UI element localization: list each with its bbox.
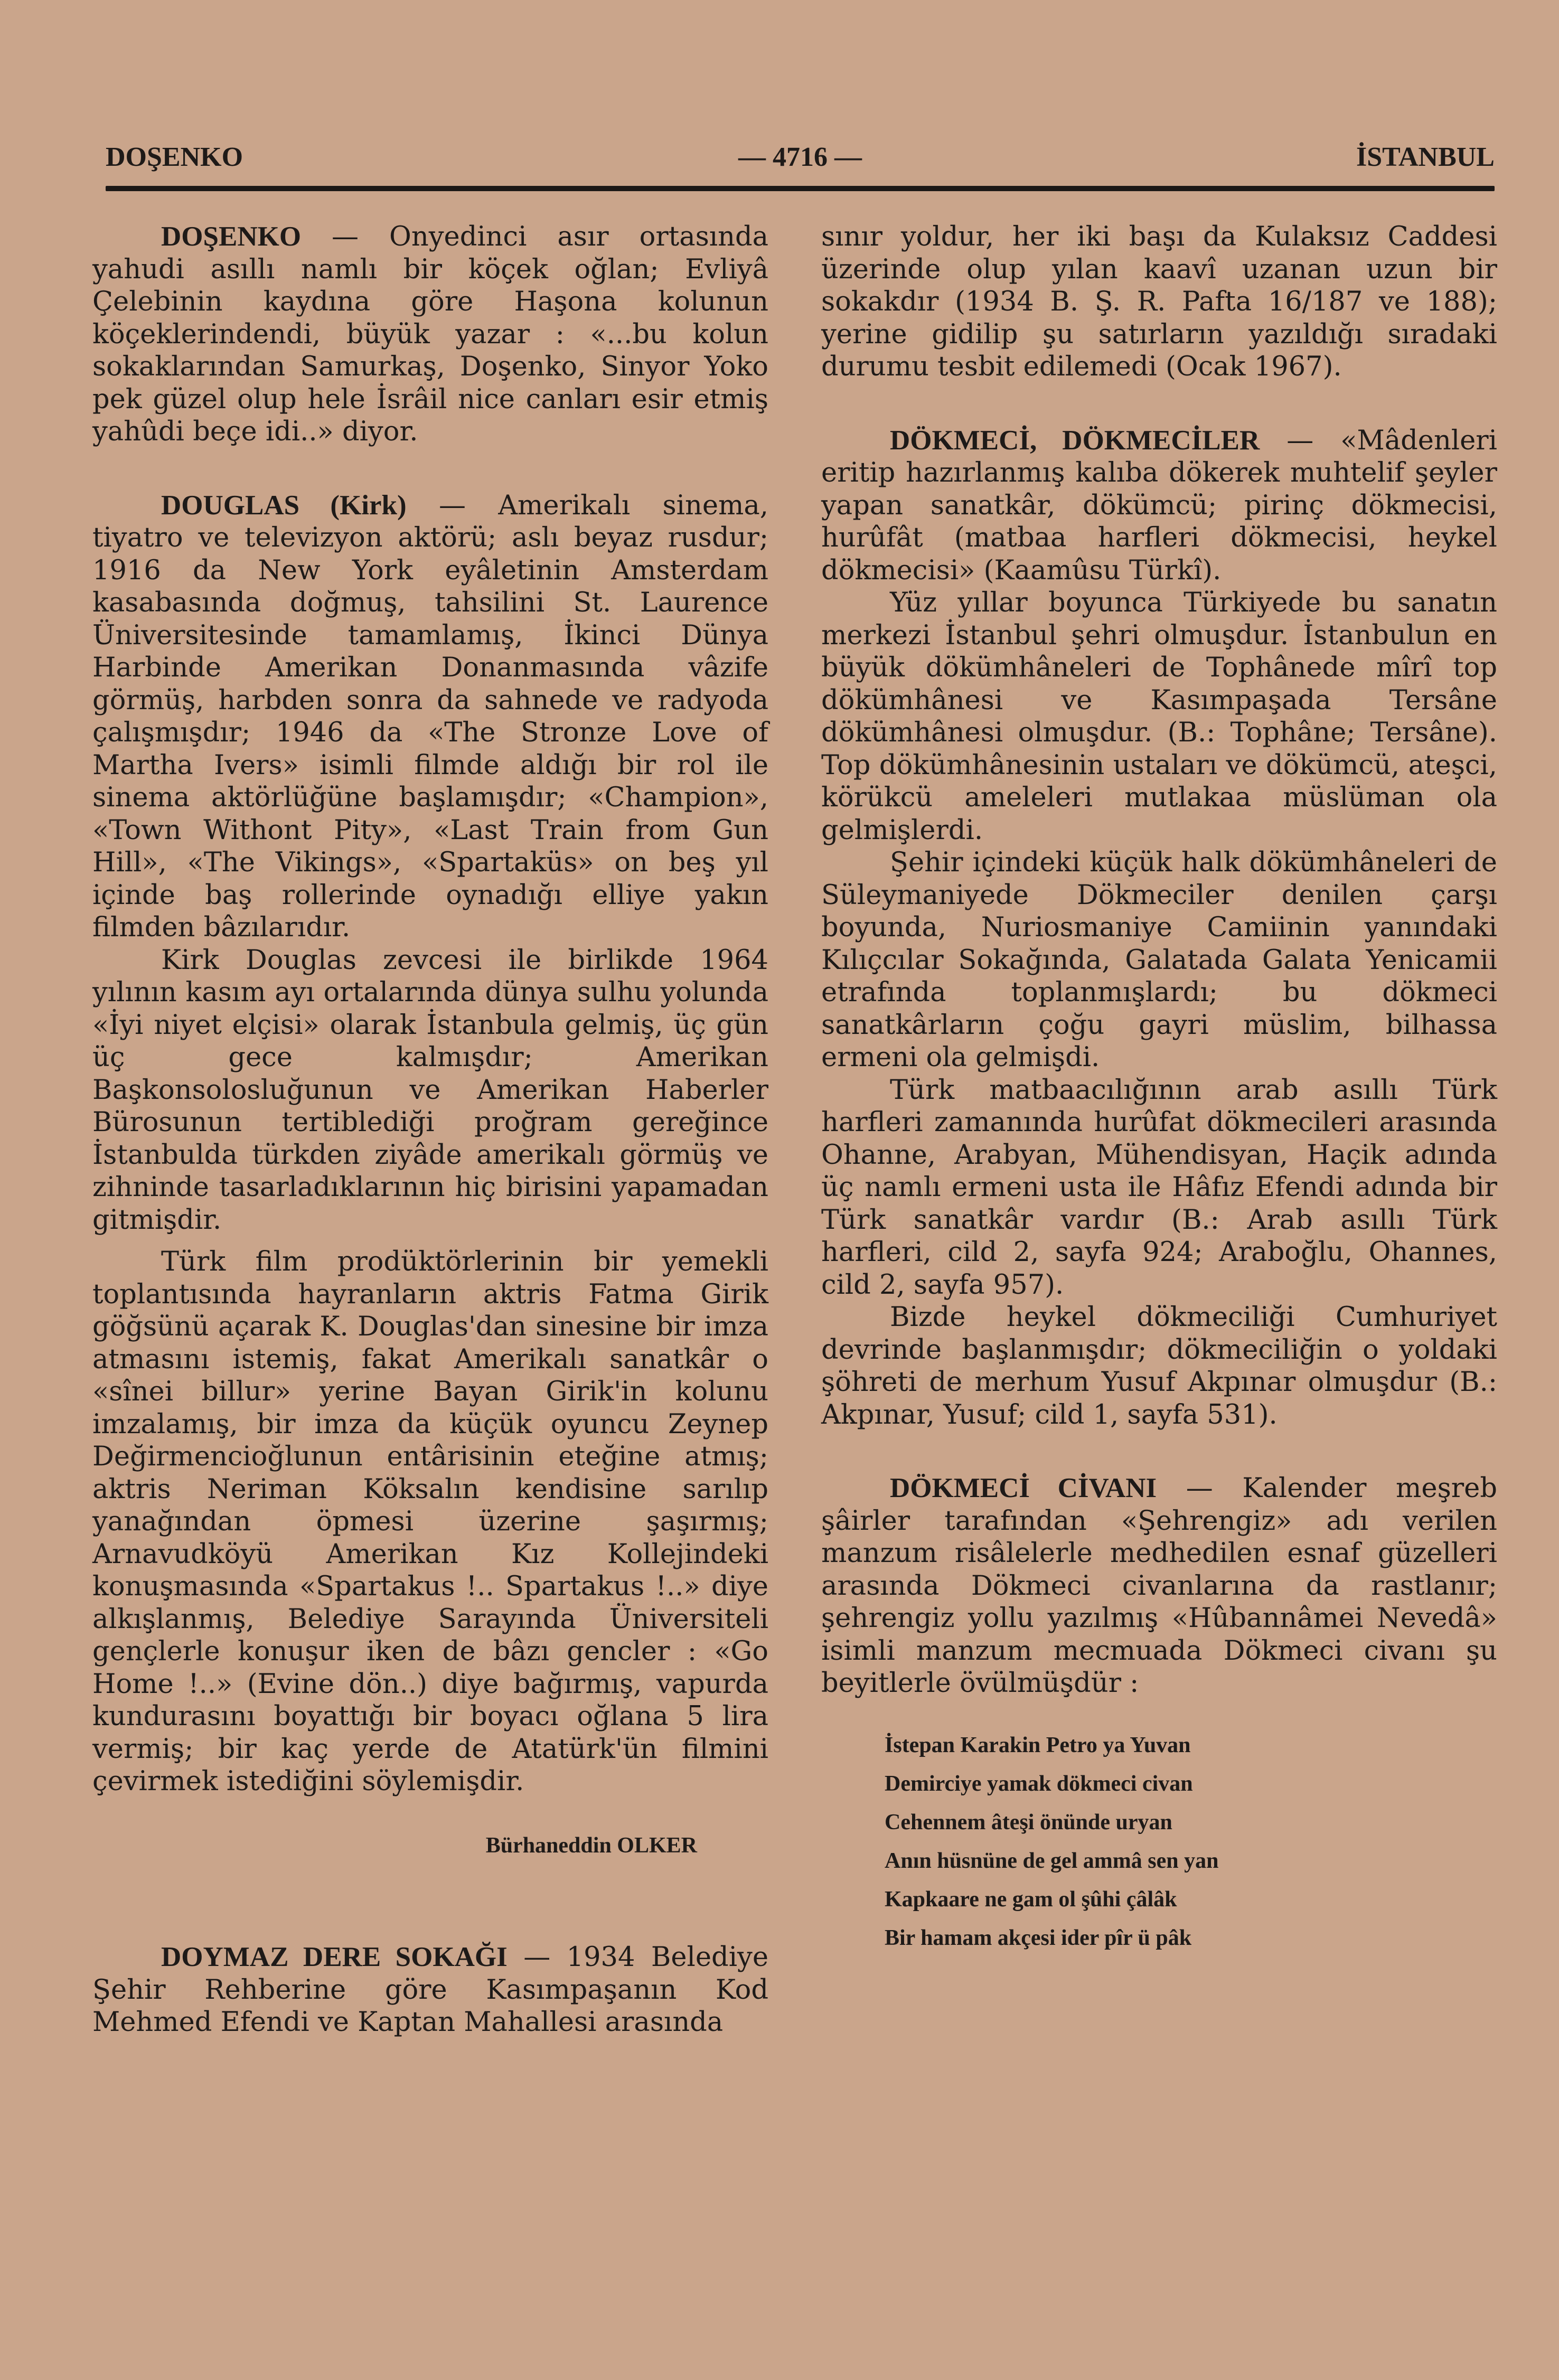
running-head-right-title: İSTANBUL [1356, 142, 1495, 172]
header-rule [106, 186, 1495, 191]
running-head [106, 142, 1495, 178]
paragraph: Türk matbaacılığının arab asıllı Türk harfleri zamanında hurûfat dökmecileri arasında Ohanne, Arabyan, Mühendisyan, Haçik adında üç namlı ermeni usta ile Hâfız Efendi adında bir Türk sanatkâr vardır (B.: Arab asıllı Türk harfleri, cild 2, sayfa 924; Araboğlu, Ohannes, cild 2, sayfa 957). [821, 1074, 1497, 1301]
entry-text: — 1934 Belediye Şehir Rehberine göre Kasımpaşanın Kod Mehmed Efendi ve Kaptan Mahallesi arasında [92, 1942, 769, 2038]
entry-doymaz-dere-sokagi [92, 1941, 768, 2039]
entry-text: — Kalender meşreb şâirler tarafından «Şehrengiz» adı verilen manzum risâlelerle medhedilen esnaf güzelleri arasında Dökmeci civanlarına da rastlanır; şehrengiz yollu yazılmış «Hûbannâmei Nevedâ» isimli manzum mecmuada Dökmeci civanı şu beyitlerle övülmüşdür : [821, 1473, 1497, 1699]
entry-text: — Onyedinci asır ortasında yahudi asıllı namlı bir köçek oğlan; Evliyâ Çelebinin kaydına göre Haşona kolunun köçeklerindendi, büyük yazar : «...bu kolun sokaklarından Samurkaş, Doşenko, Sinyor Yoko pek güzel olup hele İsrâil nice canları esir etmiş yahûdi beçe idi..» diyor. [92, 221, 768, 447]
entry-dosenko [92, 221, 768, 448]
verse-line: Demirciye yamak dökmeci civan [885, 1771, 1193, 1796]
left-column [92, 221, 768, 2039]
entry-term: DÖKMECİ CİVANI [890, 1473, 1157, 1503]
author-signature: Bürhaneddin OLKER [485, 1833, 697, 1858]
entry-term: DÖKMECİ, DÖKMECİLER [890, 425, 1260, 456]
paragraph: Kirk Douglas zevcesi ile birlikde 1964 yılının kasım ayı ortalarında dünya sulhu yolunda «İyi niyet elçisi» olarak İstanbula gelmiş, üç gün üç gece kalmışdır; Amerikan Başkonsolosluğunun ve Amerikan Haberler Bürosunun tertiblediği proğram gereğince İstanbulda türkden ziyâde amerikalı görmüş ve zihninde tasarladıklarının hiç birisini yapamadan gitmişdir. [92, 944, 768, 1236]
page-number: — 4716 — [738, 142, 862, 172]
running-head-left-term: DOŞENKO [106, 142, 243, 172]
verse-line: Kapkaare ne gam ol şûhi çâlâk [885, 1887, 1177, 1912]
entry-continuation: sınır yoldur, her iki başı da Kulaksız Caddesi üzerinde olup yılan kaavî uzanan uzun bir sokakdır (1934 B. Ş. R. Pafta 16/187 ve 188); yerine gidilip şu satırların yazıldığı sıradaki durumu tesbit edilemedi (Ocak 1967). [821, 221, 1497, 382]
verse-line: Cehennem âteşi önünde uryan [885, 1810, 1172, 1835]
entry-douglas [92, 490, 768, 944]
paragraph: Şehir içindeki küçük halk dökümhâneleri de Süleymaniyede Dökmeciler denilen çarşı boyunda, Nuriosmaniye Camiinin yanındaki Kılıçcılar Sokağında, Galatada Galata Yenicamii etrafında toplanmışlardı; bu dökmeci sanatkârların çoğu gayri müslim, bilhassa ermeni ola gelmişdi. [821, 847, 1497, 1073]
entry-dokmeci-civani [821, 1472, 1497, 1700]
entry-text: — Amerikalı sinema, tiyatro ve televizyon aktörü; aslı beyaz rusdur; 1916 da New York eyâletinin Amsterdam kasabasında doğmuş, tahsilini St. Laurence Üniversitesinde tamamlamış, İkinci Dünya Harbinde Amerikan Donanmasında vâzife görmüş, harbden sonra da sahnede ve radyoda çalışmışdır; 1946 da «The Stronze Love of Martha Ivers» isimli filmde aldığı bir rol ile sinema aktörlüğüne başlamışdır; «Champion», «Town Withont Pity», «Last Train from Gun Hill», «The Vikings», «Spartaküs» on beş yıl içinde baş rollerinde oynadığı elliye yakın filmden bâzılarıdır. [92, 490, 768, 943]
entry-term: DOUGLAS (Kirk) [161, 490, 407, 521]
entry-dokmeci [821, 425, 1497, 587]
paragraph: Yüz yıllar boyunca Türkiyede bu sanatın merkezi İstanbul şehri olmuşdur. İstanbulun en büyük dökümhâneleri de Tophânede mîrî top dökümhânesi ve Kasımpaşada Tersâne dökümhânesi olmuşdur. (B.: Tophâne; Tersâne). Top dökümhânesinin ustaları ve dökümcü, ateşci, körükcü ameleleri mutlakaa müslüman ola gelmişlerdi. [821, 587, 1497, 846]
right-column [821, 221, 1497, 1958]
entry-text: — «Mâdenleri eritip hazırlanmış kalıba dökerek muhtelif şeyler yapan sanatkâr, dökümcü; pirinç dökmecisi, hurûfât (matbaa harfleri dökmecisi, heykel dökmecisi» (Kaamûsu Türkî). [821, 425, 1497, 586]
verse-block [821, 1726, 1497, 1958]
entry-term: DOYMAZ DERE SOKAĞI [161, 1942, 508, 1972]
paragraph: Bizde heykel dökmeciliği Cumhuriyet devrinde başlanmışdır; dökmeciliğin o yoldaki şöhreti de merhum Yusuf Akpınar olmuşdur (B.: Akpınar, Yusuf; cild 1, sayfa 531). [821, 1302, 1497, 1431]
verse-line: İstepan Karakin Petro ya Yuvan [885, 1733, 1191, 1757]
verse-line: Anın hüsnüne de gel ammâ sen yan [885, 1848, 1219, 1873]
verse-line: Bir hamam akçesi ider pîr ü pâk [885, 1925, 1192, 1950]
paragraph: Türk film prodüktörlerinin bir yemekli toplantısında hayranların aktris Fatma Girik göğsünü açarak K. Douglas'dan sinesine bir imza atmasını istemiş, fakat Amerikalı sanatkâr o «sînei billur» yerine Bayan Girik'in kolunu imzalamış, bir imza da küçük oyuncu Zeynep Değirmencioğlunun entârisinin eteğine atmış; aktris Neriman Köksalın kendisine sarılıp yanağından öpmesi üzerine şaşırmış; Arnavudköyü Amerikan Kız Kollejindeki konuşmasında «Spartakus !.. Spartakus !..» diye alkışlanmış, Belediye Sarayında Üniversiteli gençlerle konuşur iken de bâzı gencler : «Go Home !..» (Evine dön..) diye bağırmış, vapurda kundurasını boyattığı bir boyacı oğlana 5 lira vermiş; bir kaç yerde de Atatürk'ün filmini çevirmek istediğini söylemişdir. [92, 1246, 768, 1797]
entry-term: DOŞENKO [161, 221, 302, 252]
